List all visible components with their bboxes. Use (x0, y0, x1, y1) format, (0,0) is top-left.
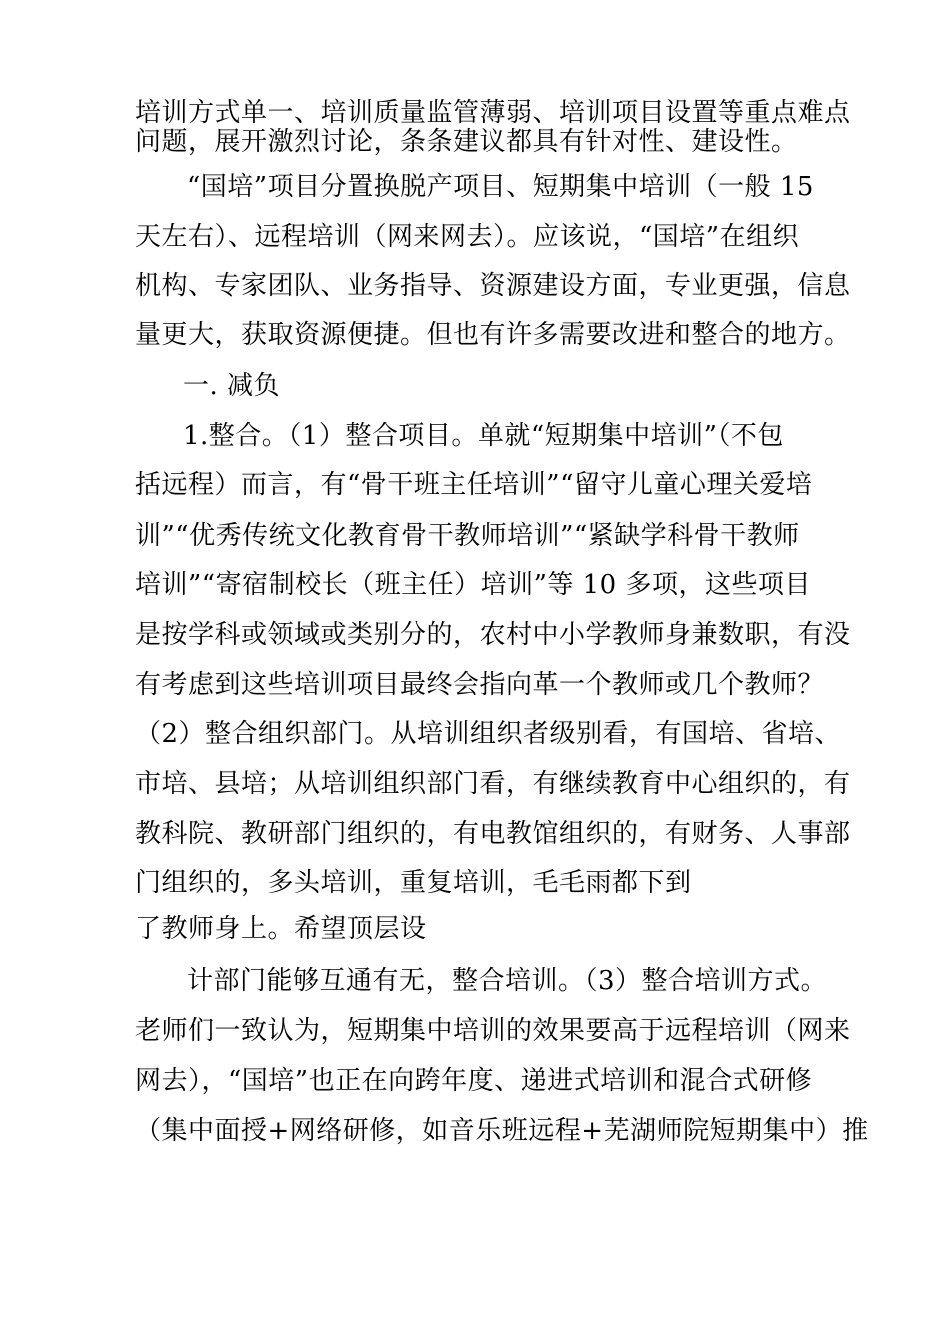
section-heading: 一. 减负 (183, 371, 281, 401)
text-line: “国培”项目分置换脱产项目、短期集中培训（一般 15 (187, 172, 814, 202)
text-line: 有考虑到这些培训项目最终会指向革一个教师或几个教师？ (135, 670, 825, 700)
text-line: 机构、专家团队、业务指导、资源建设方面，专业更强，信息 (135, 271, 851, 301)
text-line: 1.整合。（1）整合项目。单就“短期集中培训”（不包 (183, 421, 784, 451)
text-line: 问题，展开激烈讨论，条条建议都具有针对性、建设性。 (135, 127, 798, 157)
text-line: （2）整合组织部门。从培训组织者级别看，有国培、省培、 (135, 719, 842, 749)
text-line: 老师们一致认为，短期集中培训的效果要高于远程培训（网来 (135, 1016, 851, 1046)
text-line: 量更大，获取资源便捷。但也有许多需要改进和整合的地方。 (135, 320, 851, 350)
text-line: 教科院、教研部门组织的，有电教馆组织的，有财务、人事部 (135, 819, 851, 849)
text-line: 网去），“国培”也正在向跨年度、递进式培训和混合式研修 (135, 1066, 813, 1096)
text-line: 是按学科或领域或类别分的，农村中小学教师身兼数职，有没 (135, 620, 851, 650)
text-line: 括远程）而言，有“骨干班主任培训”“留守儿童心理关爱培 (135, 470, 813, 500)
text-line: 了教师身上。希望顶层设 (135, 914, 427, 944)
text-line: 培训”“寄宿制校长（班主任）培训”等 10 多项，这些项目 (135, 570, 811, 600)
text-line: 计部门能够互通有无，整合培训。（3）整合培训方式。 (187, 966, 828, 996)
text-line: 天左右）、远程培训（网来网去）。应该说，“国培”在组织 (135, 222, 800, 252)
text-line: 培训方式单一、培训质量监管薄弱、培训项目设置等重点难点 (135, 98, 851, 128)
text-line: 门组织的，多头培训，重复培训，毛毛雨都下到 (135, 868, 692, 898)
text-line: 训”“优秀传统文化教育骨干教师培训”“紧缺学科骨干教师 (135, 521, 800, 551)
text-line: （集中面授+网络研修，如音乐班远程+芜湖师院短期集中）推 (135, 1116, 869, 1146)
text-line: 市培、县培；从培训组织部门看，有继续教育中心组织的，有 (135, 769, 851, 799)
